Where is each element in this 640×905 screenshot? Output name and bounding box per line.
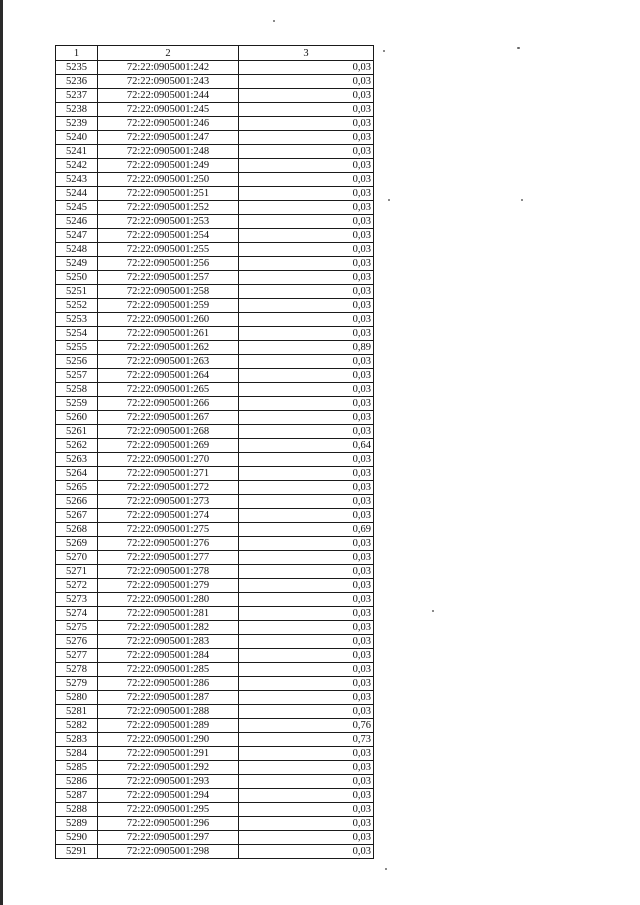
- row-number-cell: 5260: [56, 411, 98, 425]
- cadastral-number-cell: 72:22:0905001:276: [98, 537, 239, 551]
- row-number-cell: 5284: [56, 747, 98, 761]
- area-value-cell: 0,03: [239, 621, 374, 635]
- cadastral-number-cell: 72:22:0905001:248: [98, 145, 239, 159]
- cadastral-number-cell: 72:22:0905001:262: [98, 341, 239, 355]
- scan-speck: [383, 50, 385, 52]
- table-body: [56, 61, 374, 859]
- row-number-cell: 5241: [56, 145, 98, 159]
- table-row: [56, 677, 374, 691]
- cadastral-number-cell: 72:22:0905001:253: [98, 215, 239, 229]
- cadastral-number-cell: 72:22:0905001:250: [98, 173, 239, 187]
- area-value-cell: 0,03: [239, 243, 374, 257]
- row-number-cell: 5250: [56, 271, 98, 285]
- table-row: [56, 789, 374, 803]
- scan-speck: [517, 47, 520, 49]
- row-number-cell: 5245: [56, 201, 98, 215]
- area-value-cell: 0,03: [239, 383, 374, 397]
- row-number-cell: 5248: [56, 243, 98, 257]
- cadastral-number-cell: 72:22:0905001:244: [98, 89, 239, 103]
- cadastral-number-cell: 72:22:0905001:290: [98, 733, 239, 747]
- area-value-cell: 0,03: [239, 691, 374, 705]
- area-value-cell: 0,03: [239, 425, 374, 439]
- area-value-cell: 0,03: [239, 509, 374, 523]
- table-row: [56, 817, 374, 831]
- table-row: [56, 271, 374, 285]
- row-number-cell: 5255: [56, 341, 98, 355]
- area-value-cell: 0,03: [239, 495, 374, 509]
- row-number-cell: 5262: [56, 439, 98, 453]
- area-value-cell: 0,03: [239, 117, 374, 131]
- row-number-cell: 5247: [56, 229, 98, 243]
- row-number-cell: 5267: [56, 509, 98, 523]
- table-row: [56, 691, 374, 705]
- row-number-cell: 5286: [56, 775, 98, 789]
- row-number-cell: 5253: [56, 313, 98, 327]
- area-value-cell: 0,03: [239, 747, 374, 761]
- table-row: [56, 425, 374, 439]
- table-row: [56, 831, 374, 845]
- area-value-cell: 0,03: [239, 201, 374, 215]
- cadastral-number-cell: 72:22:0905001:251: [98, 187, 239, 201]
- area-value-cell: 0,03: [239, 817, 374, 831]
- table-row: [56, 439, 374, 453]
- area-value-cell: 0,03: [239, 761, 374, 775]
- cadastral-number-cell: 72:22:0905001:278: [98, 565, 239, 579]
- cadastral-number-cell: 72:22:0905001:291: [98, 747, 239, 761]
- row-number-cell: 5278: [56, 663, 98, 677]
- column-header-1: 1: [56, 46, 98, 61]
- table-row: [56, 663, 374, 677]
- table-row: [56, 803, 374, 817]
- table-row: [56, 495, 374, 509]
- table-row: [56, 551, 374, 565]
- table-row: [56, 299, 374, 313]
- scan-speck: [273, 20, 275, 22]
- row-number-cell: 5238: [56, 103, 98, 117]
- cadastral-number-cell: 72:22:0905001:271: [98, 467, 239, 481]
- cadastral-number-cell: 72:22:0905001:267: [98, 411, 239, 425]
- cadastral-number-cell: 72:22:0905001:284: [98, 649, 239, 663]
- table-row: [56, 411, 374, 425]
- area-value-cell: 0,03: [239, 271, 374, 285]
- table-row: [56, 313, 374, 327]
- area-value-cell: 0,03: [239, 355, 374, 369]
- row-number-cell: 5277: [56, 649, 98, 663]
- row-number-cell: 5258: [56, 383, 98, 397]
- scan-speck: [388, 199, 390, 201]
- table-row: [56, 257, 374, 271]
- table-row: [56, 649, 374, 663]
- scan-speck: [432, 610, 434, 612]
- cadastral-number-cell: 72:22:0905001:273: [98, 495, 239, 509]
- area-value-cell: 0,03: [239, 803, 374, 817]
- row-number-cell: 5263: [56, 453, 98, 467]
- cadastral-number-cell: 72:22:0905001:249: [98, 159, 239, 173]
- scan-speck: [521, 199, 523, 201]
- cadastral-number-cell: 72:22:0905001:295: [98, 803, 239, 817]
- area-value-cell: 0,03: [239, 103, 374, 117]
- table-row: [56, 775, 374, 789]
- row-number-cell: 5251: [56, 285, 98, 299]
- area-value-cell: 0,03: [239, 257, 374, 271]
- row-number-cell: 5261: [56, 425, 98, 439]
- area-value-cell: 0,03: [239, 313, 374, 327]
- row-number-cell: 5290: [56, 831, 98, 845]
- scan-page-edge: [0, 0, 3, 905]
- row-number-cell: 5287: [56, 789, 98, 803]
- area-value-cell: 0,03: [239, 677, 374, 691]
- table-row: [56, 565, 374, 579]
- cadastral-number-cell: 72:22:0905001:272: [98, 481, 239, 495]
- table-row: [56, 131, 374, 145]
- cadastral-number-cell: 72:22:0905001:282: [98, 621, 239, 635]
- row-number-cell: 5236: [56, 75, 98, 89]
- table-row: [56, 747, 374, 761]
- table-row: [56, 201, 374, 215]
- table-row: [56, 61, 374, 75]
- area-value-cell: 0,03: [239, 61, 374, 75]
- row-number-cell: 5237: [56, 89, 98, 103]
- area-value-cell: 0,03: [239, 593, 374, 607]
- area-value-cell: 0,03: [239, 649, 374, 663]
- area-value-cell: 0,03: [239, 299, 374, 313]
- row-number-cell: 5235: [56, 61, 98, 75]
- column-header-3: 3: [239, 46, 374, 61]
- table-row: [56, 453, 374, 467]
- table-row: [56, 341, 374, 355]
- row-number-cell: 5274: [56, 607, 98, 621]
- cadastral-number-cell: 72:22:0905001:297: [98, 831, 239, 845]
- area-value-cell: 0,03: [239, 173, 374, 187]
- area-value-cell: 0,03: [239, 397, 374, 411]
- cadastral-number-cell: 72:22:0905001:275: [98, 523, 239, 537]
- cadastral-number-cell: 72:22:0905001:294: [98, 789, 239, 803]
- row-number-cell: 5281: [56, 705, 98, 719]
- row-number-cell: 5246: [56, 215, 98, 229]
- area-value-cell: 0,03: [239, 705, 374, 719]
- cadastral-number-cell: 72:22:0905001:266: [98, 397, 239, 411]
- cadastral-number-cell: 72:22:0905001:281: [98, 607, 239, 621]
- table-row: [56, 285, 374, 299]
- area-value-cell: 0,03: [239, 285, 374, 299]
- table-row: [56, 607, 374, 621]
- cadastral-number-cell: 72:22:0905001:246: [98, 117, 239, 131]
- cadastral-number-cell: 72:22:0905001:257: [98, 271, 239, 285]
- cadastral-number-cell: 72:22:0905001:263: [98, 355, 239, 369]
- table-row: [56, 243, 374, 257]
- table-row: [56, 705, 374, 719]
- table-row: [56, 523, 374, 537]
- cadastral-number-cell: 72:22:0905001:243: [98, 75, 239, 89]
- area-value-cell: 0,64: [239, 439, 374, 453]
- cadastral-number-cell: 72:22:0905001:256: [98, 257, 239, 271]
- area-value-cell: 0,03: [239, 89, 374, 103]
- table-row: [56, 145, 374, 159]
- cadastral-table: [55, 45, 374, 859]
- area-value-cell: 0,03: [239, 635, 374, 649]
- row-number-cell: 5282: [56, 719, 98, 733]
- table-row: [56, 75, 374, 89]
- table-row: [56, 593, 374, 607]
- row-number-cell: 5257: [56, 369, 98, 383]
- area-value-cell: 0,03: [239, 579, 374, 593]
- row-number-cell: 5272: [56, 579, 98, 593]
- cadastral-number-cell: 72:22:0905001:288: [98, 705, 239, 719]
- header-row: [56, 46, 374, 61]
- area-value-cell: 0,03: [239, 831, 374, 845]
- row-number-cell: 5256: [56, 355, 98, 369]
- table-row: [56, 621, 374, 635]
- area-value-cell: 0,69: [239, 523, 374, 537]
- table-row: [56, 635, 374, 649]
- cadastral-number-cell: 72:22:0905001:274: [98, 509, 239, 523]
- area-value-cell: 0,03: [239, 131, 374, 145]
- row-number-cell: 5279: [56, 677, 98, 691]
- row-number-cell: 5271: [56, 565, 98, 579]
- area-value-cell: 0,03: [239, 845, 374, 859]
- row-number-cell: 5240: [56, 131, 98, 145]
- row-number-cell: 5273: [56, 593, 98, 607]
- row-number-cell: 5266: [56, 495, 98, 509]
- cadastral-number-cell: 72:22:0905001:277: [98, 551, 239, 565]
- area-value-cell: 0,03: [239, 467, 374, 481]
- row-number-cell: 5285: [56, 761, 98, 775]
- cadastral-number-cell: 72:22:0905001:285: [98, 663, 239, 677]
- area-value-cell: 0,03: [239, 537, 374, 551]
- cadastral-number-cell: 72:22:0905001:287: [98, 691, 239, 705]
- row-number-cell: 5268: [56, 523, 98, 537]
- table-header: [56, 46, 374, 61]
- table-row: [56, 229, 374, 243]
- table-row: [56, 509, 374, 523]
- row-number-cell: 5289: [56, 817, 98, 831]
- row-number-cell: 5283: [56, 733, 98, 747]
- row-number-cell: 5264: [56, 467, 98, 481]
- area-value-cell: 0,03: [239, 369, 374, 383]
- area-value-cell: 0,76: [239, 719, 374, 733]
- cadastral-number-cell: 72:22:0905001:298: [98, 845, 239, 859]
- cadastral-number-cell: 72:22:0905001:258: [98, 285, 239, 299]
- cadastral-number-cell: 72:22:0905001:264: [98, 369, 239, 383]
- row-number-cell: 5243: [56, 173, 98, 187]
- table-row: [56, 187, 374, 201]
- cadastral-number-cell: 72:22:0905001:265: [98, 383, 239, 397]
- table-row: [56, 397, 374, 411]
- cadastral-number-cell: 72:22:0905001:242: [98, 61, 239, 75]
- table-row: [56, 173, 374, 187]
- table-row: [56, 537, 374, 551]
- table-row: [56, 733, 374, 747]
- cadastral-number-cell: 72:22:0905001:296: [98, 817, 239, 831]
- table-row: [56, 467, 374, 481]
- table-row: [56, 117, 374, 131]
- row-number-cell: 5280: [56, 691, 98, 705]
- table-row: [56, 327, 374, 341]
- table-row: [56, 355, 374, 369]
- row-number-cell: 5249: [56, 257, 98, 271]
- row-number-cell: 5291: [56, 845, 98, 859]
- area-value-cell: 0,89: [239, 341, 374, 355]
- area-value-cell: 0,03: [239, 215, 374, 229]
- cadastral-number-cell: 72:22:0905001:255: [98, 243, 239, 257]
- area-value-cell: 0,03: [239, 551, 374, 565]
- cadastral-number-cell: 72:22:0905001:259: [98, 299, 239, 313]
- area-value-cell: 0,03: [239, 229, 374, 243]
- cadastral-number-cell: 72:22:0905001:268: [98, 425, 239, 439]
- area-value-cell: 0,73: [239, 733, 374, 747]
- cadastral-number-cell: 72:22:0905001:279: [98, 579, 239, 593]
- table-row: [56, 103, 374, 117]
- cadastral-number-cell: 72:22:0905001:247: [98, 131, 239, 145]
- area-value-cell: 0,03: [239, 663, 374, 677]
- cadastral-number-cell: 72:22:0905001:280: [98, 593, 239, 607]
- table-row: [56, 481, 374, 495]
- row-number-cell: 5275: [56, 621, 98, 635]
- cadastral-number-cell: 72:22:0905001:283: [98, 635, 239, 649]
- row-number-cell: 5276: [56, 635, 98, 649]
- area-value-cell: 0,03: [239, 327, 374, 341]
- area-value-cell: 0,03: [239, 481, 374, 495]
- row-number-cell: 5265: [56, 481, 98, 495]
- area-value-cell: 0,03: [239, 453, 374, 467]
- cadastral-number-cell: 72:22:0905001:254: [98, 229, 239, 243]
- row-number-cell: 5288: [56, 803, 98, 817]
- row-number-cell: 5252: [56, 299, 98, 313]
- table-row: [56, 579, 374, 593]
- cadastral-number-cell: 72:22:0905001:261: [98, 327, 239, 341]
- table-row: [56, 159, 374, 173]
- area-value-cell: 0,03: [239, 607, 374, 621]
- table-row: [56, 719, 374, 733]
- area-value-cell: 0,03: [239, 75, 374, 89]
- area-value-cell: 0,03: [239, 565, 374, 579]
- cadastral-number-cell: 72:22:0905001:269: [98, 439, 239, 453]
- table-row: [56, 845, 374, 859]
- area-value-cell: 0,03: [239, 775, 374, 789]
- scan-speck: [385, 868, 387, 870]
- row-number-cell: 5242: [56, 159, 98, 173]
- cadastral-number-cell: 72:22:0905001:292: [98, 761, 239, 775]
- area-value-cell: 0,03: [239, 411, 374, 425]
- area-value-cell: 0,03: [239, 159, 374, 173]
- cadastral-number-cell: 72:22:0905001:260: [98, 313, 239, 327]
- table-row: [56, 89, 374, 103]
- area-value-cell: 0,03: [239, 145, 374, 159]
- cadastral-number-cell: 72:22:0905001:245: [98, 103, 239, 117]
- row-number-cell: 5254: [56, 327, 98, 341]
- row-number-cell: 5259: [56, 397, 98, 411]
- cadastral-number-cell: 72:22:0905001:293: [98, 775, 239, 789]
- row-number-cell: 5239: [56, 117, 98, 131]
- cadastral-number-cell: 72:22:0905001:252: [98, 201, 239, 215]
- cadastral-number-cell: 72:22:0905001:286: [98, 677, 239, 691]
- table-row: [56, 369, 374, 383]
- table-row: [56, 383, 374, 397]
- table-row: [56, 761, 374, 775]
- table-row: [56, 215, 374, 229]
- row-number-cell: 5244: [56, 187, 98, 201]
- area-value-cell: 0,03: [239, 187, 374, 201]
- cadastral-number-cell: 72:22:0905001:270: [98, 453, 239, 467]
- cadastral-number-cell: 72:22:0905001:289: [98, 719, 239, 733]
- row-number-cell: 5270: [56, 551, 98, 565]
- area-value-cell: 0,03: [239, 789, 374, 803]
- row-number-cell: 5269: [56, 537, 98, 551]
- column-header-2: 2: [98, 46, 239, 61]
